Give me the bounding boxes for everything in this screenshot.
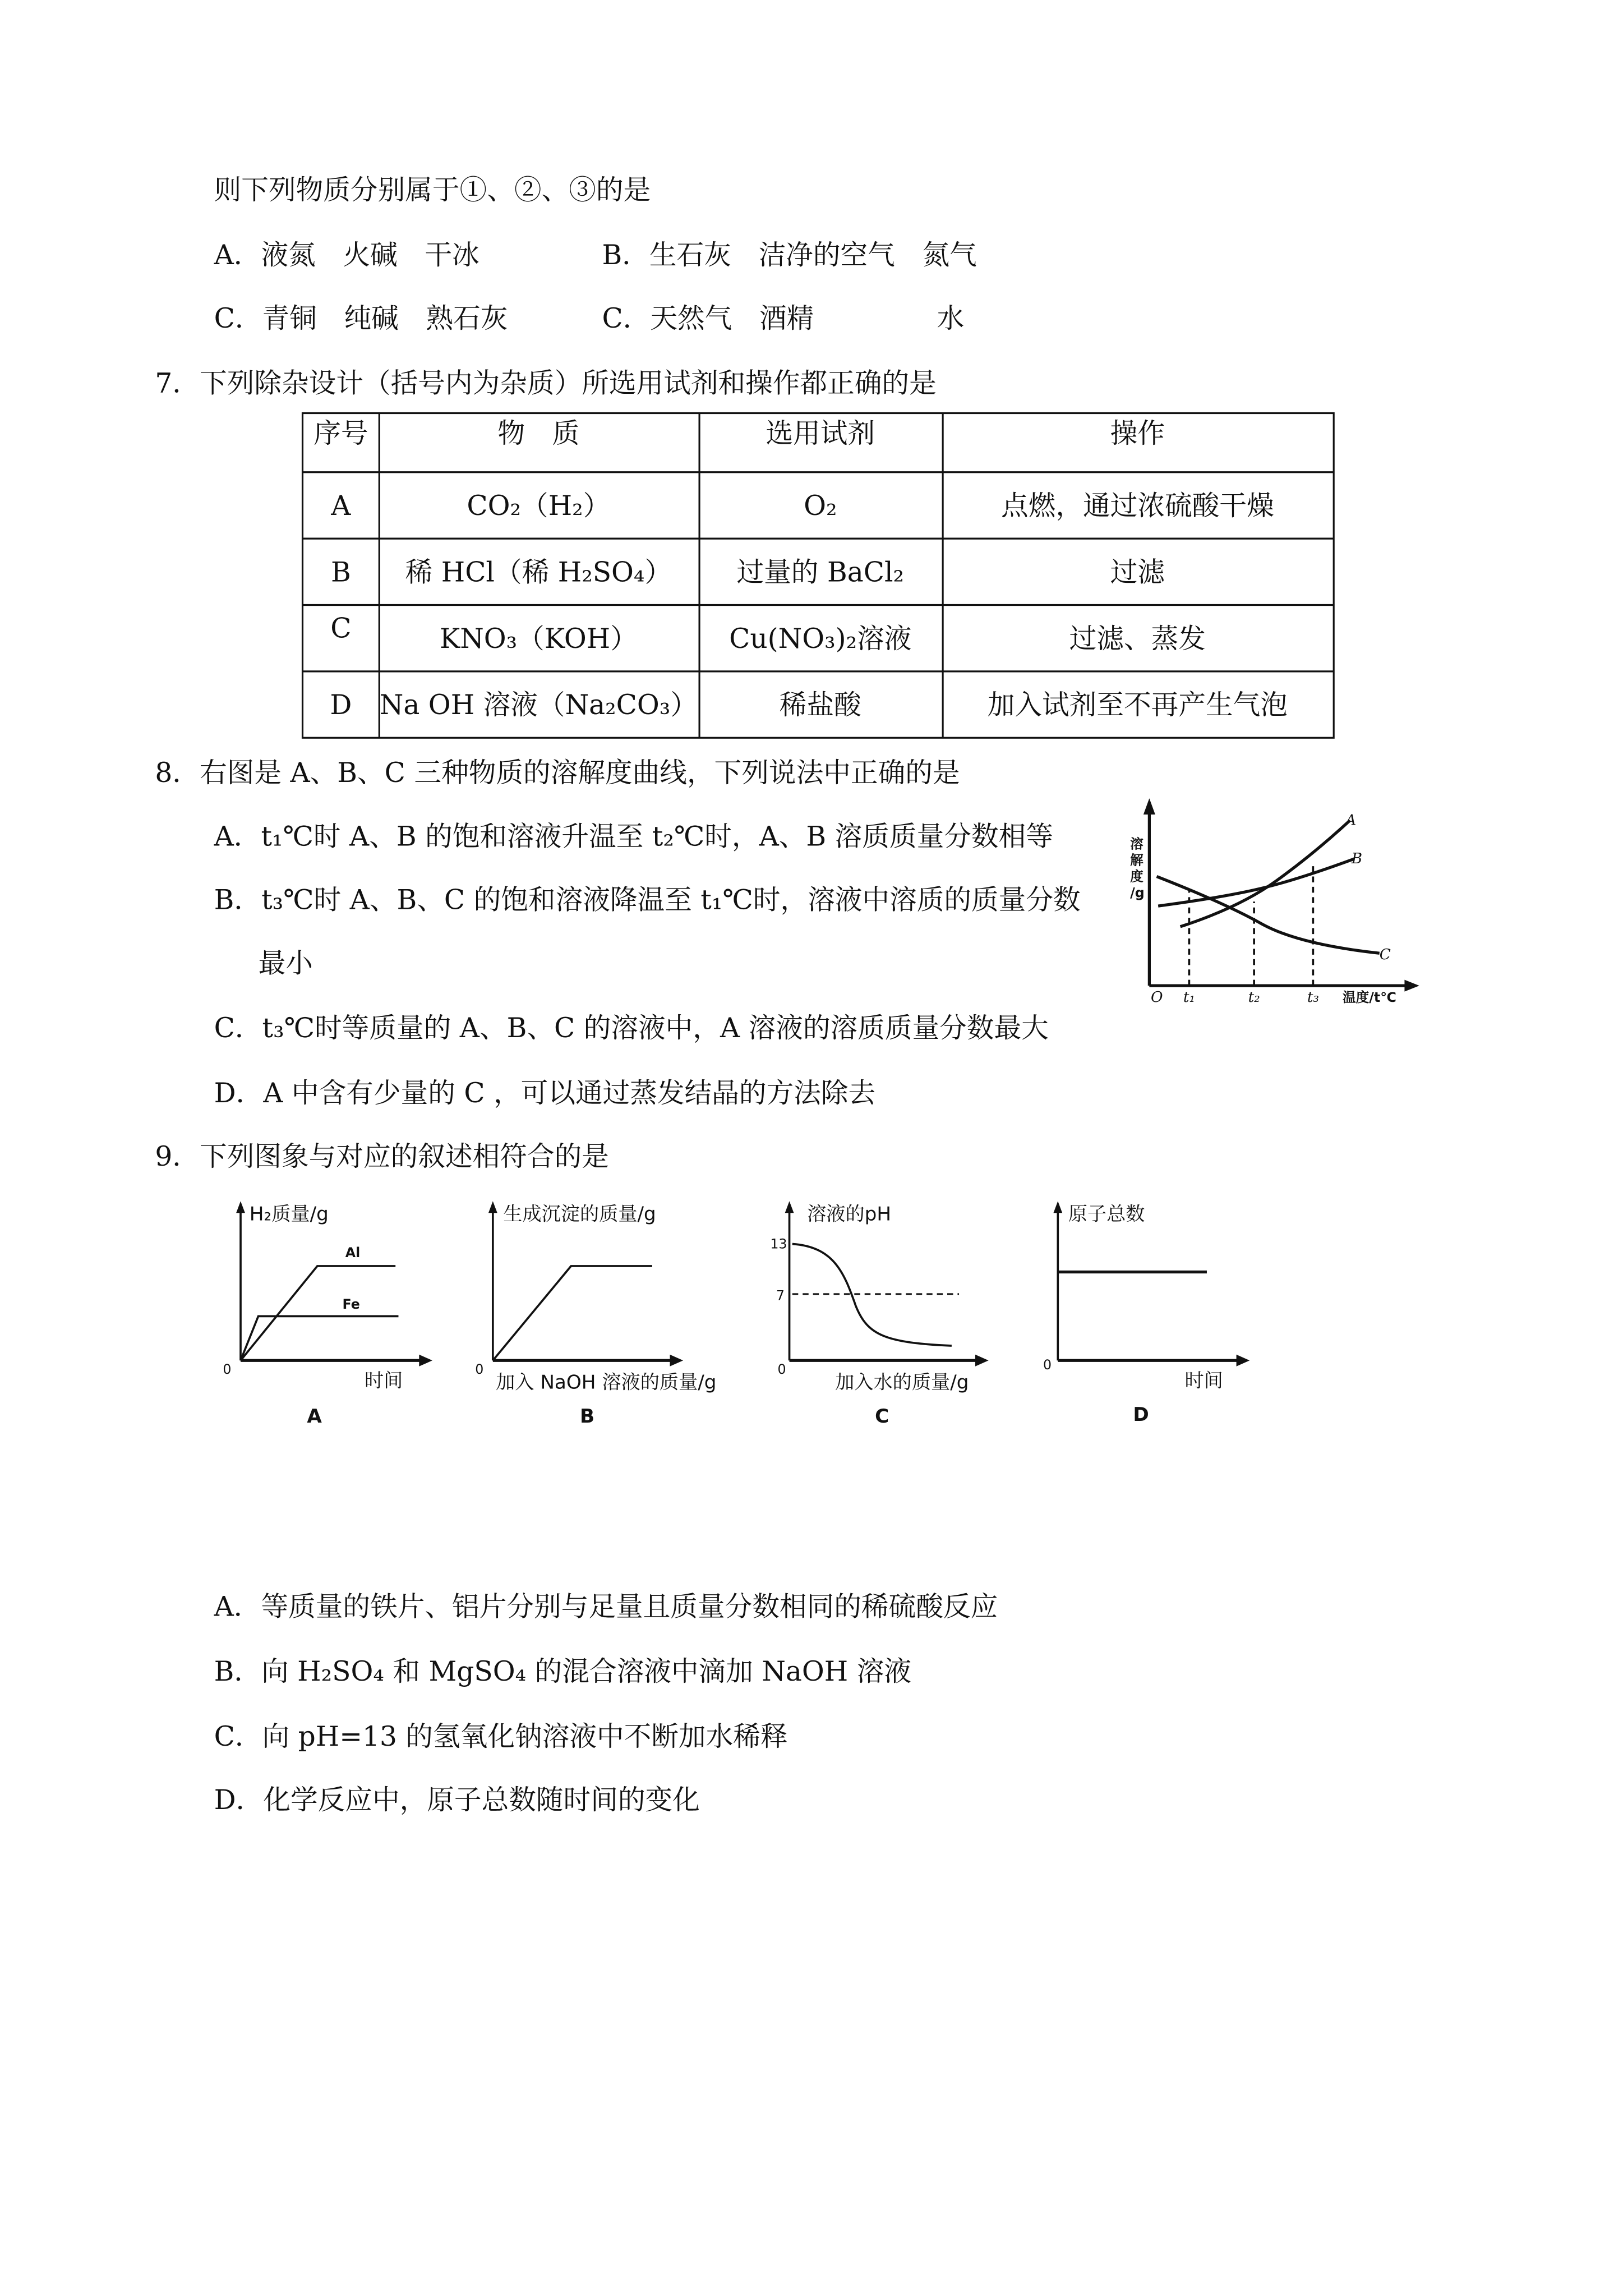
table-cell: O₂ [804,490,837,522]
q8-stem: 8．右图是 A、B、C 三种物质的溶解度曲线，下列说法中正确的是 [155,757,960,789]
table-cell: 稀盐酸 [779,689,861,721]
curve-label-b: B [1351,850,1363,867]
q6-option-a: A．液氮 火碱 干冰 [214,239,479,271]
tick-t2: t₂ [1248,989,1260,1006]
chart-origin: O [1151,989,1163,1006]
tick-t1: t₁ [1183,989,1196,1006]
curve-label-a: A [1345,812,1357,829]
graph-d-ylabel: 原子总数 [1068,1203,1145,1226]
table-cell: 过滤 [1110,556,1165,588]
graph-c-xlabel: 加入水的质量/g [835,1371,969,1394]
graph-a-origin: 0 [223,1361,232,1377]
table-cell: KNO₃（KOH） [439,623,638,655]
q9-option-c: C．向 pH=13 的氢氧化钠溶液中不断加水稀释 [214,1720,788,1752]
graph-d-xlabel: 时间 [1184,1369,1223,1392]
label-fe: Fe [342,1296,360,1313]
graph-c-ylabel: 溶液的pH [807,1203,892,1226]
table-header-reagent: 选用试剂 [766,418,875,450]
graph-b-ylabel: 生成沉淀的质量/g [503,1203,656,1226]
table-cell: A [331,490,351,522]
table-cell: CO₂（H₂） [467,490,611,522]
table-cell: B [330,556,351,588]
ylabel: 度 [1130,868,1144,885]
table-cell: 点燃，通过浓硫酸干燥 [1001,490,1274,522]
graph-c-letter: C [875,1405,889,1428]
q8-option-b-cont: 最小 [258,947,313,979]
table-header-no: 序号 [313,418,368,450]
ylabel: 解 [1130,852,1144,868]
tick-t3: t₃ [1307,989,1319,1006]
table-cell: 加入试剂至不再产生气泡 [987,689,1288,721]
table-cell: 稀 HCl（稀 H₂SO₄） [405,556,672,588]
q8-option-c: C．t₃℃时等质量的 A、B、C 的溶液中，A 溶液的溶质质量分数最大 [214,1013,1049,1045]
graph-c-origin: 0 [777,1361,786,1377]
q8-option-b: B．t₃℃时 A、B、C 的饱和溶液降温至 t₁℃时，溶液中溶质的质量分数 [214,884,1081,916]
table-cell: 过量的 BaCl₂ [736,556,905,588]
graph-b-origin: 0 [475,1361,484,1377]
q9-option-a: A．等质量的铁片、铝片分别与足量且质量分数相同的稀硫酸反应 [214,1591,998,1623]
graph-d-letter: D [1133,1404,1149,1427]
tick-7: 7 [776,1287,785,1304]
table-cell: D [330,689,352,721]
ylabel: /g [1130,885,1145,901]
q8-option-a: A．t₁℃时 A、B 的饱和溶液升温至 t₂℃时，A、B 溶质质量分数相等 [214,821,1053,853]
table-cell: Cu(NO₃)₂溶液 [729,623,912,655]
curve-label-c: C [1379,946,1391,963]
q8-option-d: D．A 中含有少量的 C ，可以通过蒸发结晶的方法除去 [214,1077,876,1109]
table-cell: 过滤、蒸发 [1069,623,1206,655]
graph-a-ylabel: H₂质量/g [249,1203,329,1226]
table-header-substance: 物 质 [497,418,580,450]
tick-13: 13 [770,1236,787,1252]
q6-option-d: C．天然气 酒精 [602,302,814,334]
ylabel: 溶 [1130,836,1144,852]
table-cell: C [330,613,352,645]
graph-b-letter: B [580,1405,595,1428]
graph-b-xlabel: 加入 NaOH 溶液的质量/g [496,1371,717,1394]
graph-a-letter: A [307,1405,322,1428]
q6-option-c: C．青铜 纯碱 熟石灰 [214,302,508,334]
label-al: Al [345,1245,361,1261]
q6-option-d-tail: 水 [937,302,965,334]
q6-option-b: B．生石灰 洁净的空气 氮气 [602,239,977,271]
q9-option-b: B．向 H₂SO₄ 和 MgSO₄ 的混合溶液中滴加 NaOH 溶液 [214,1656,912,1688]
q7-stem: 7．下列除杂设计（括号内为杂质）所选用试剂和操作都正确的是 [155,367,937,399]
q9-stem: 9．下列图象与对应的叙述相符合的是 [155,1141,609,1173]
graph-d-origin: 0 [1043,1357,1052,1373]
q6-intro: 则下列物质分别属于①、②、③的是 [214,174,651,206]
table-cell: Na OH 溶液（Na₂CO₃） [379,689,698,721]
table-header-operation: 操作 [1110,418,1165,450]
graph-a-xlabel: 时间 [364,1369,403,1392]
xlabel: 温度/t℃ [1342,990,1396,1006]
q9-option-d: D．化学反应中，原子总数随时间的变化 [214,1784,700,1816]
